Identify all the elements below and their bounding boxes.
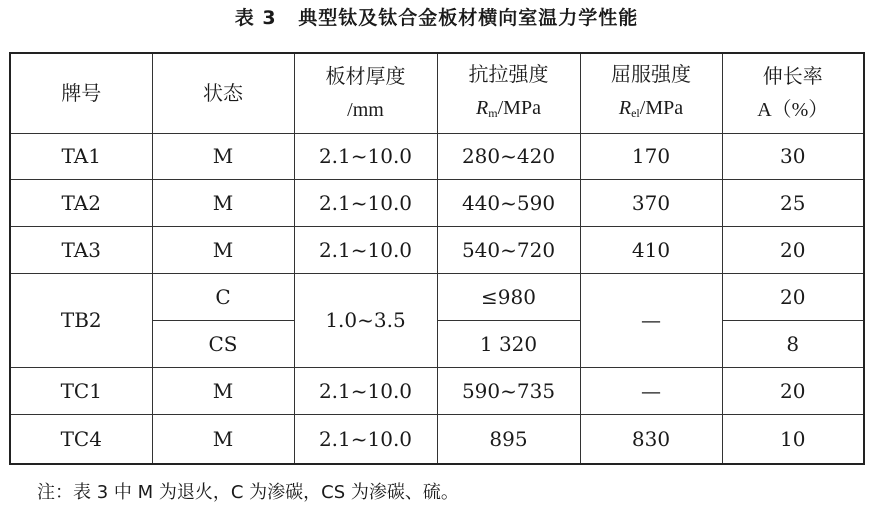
- cell-state: M: [152, 414, 294, 464]
- cell-elongation: 10: [722, 414, 864, 464]
- header-tensile-unit: [438, 91, 580, 130]
- cell-elongation: 8: [722, 320, 864, 367]
- cell-brand: TA1: [10, 133, 152, 179]
- cell-thickness: 2.1~10.0: [294, 226, 437, 273]
- cell-yield: 830: [580, 414, 722, 464]
- cell-tensile: 280~420: [437, 133, 580, 179]
- cell-brand: TC1: [10, 367, 152, 414]
- table-title: [0, 3, 873, 30]
- header-row: [10, 53, 864, 133]
- cell-elongation: 20: [722, 273, 864, 320]
- cell-tensile: 590~735: [437, 367, 580, 414]
- table-row: [10, 179, 864, 226]
- cell-thickness: 1.0~3.5: [294, 273, 437, 367]
- table-title-text: 典型钛及钛合金板材横向室温力学性能: [298, 7, 639, 29]
- yield-subscript: el: [631, 105, 640, 120]
- header-elongation-label: 伸长率: [762, 64, 823, 89]
- yield-symbol: R: [618, 96, 632, 119]
- header-tensile-label: 抗拉强度: [468, 61, 549, 86]
- cell-state: M: [152, 226, 294, 273]
- tensile-unit-text: /MPa: [497, 96, 541, 119]
- header-elongation-unit: A（%）: [757, 99, 829, 122]
- cell-tensile: 1 320: [437, 320, 580, 367]
- cell-brand: TA3: [10, 226, 152, 273]
- table-note: 注：表 3 中 M 为退火，C 为渗碳，CS 为渗碳、硫。: [37, 482, 459, 503]
- cell-state: CS: [152, 320, 294, 367]
- header-thickness: [294, 53, 437, 133]
- table-row: [10, 226, 864, 273]
- cell-yield: 170: [580, 133, 722, 179]
- cell-state: M: [152, 133, 294, 179]
- cell-yield: —: [580, 367, 722, 414]
- table-row: [10, 133, 864, 179]
- cell-state: M: [152, 367, 294, 414]
- cell-elongation: 25: [722, 179, 864, 226]
- cell-tensile: 440~590: [437, 179, 580, 226]
- header-brand: 牌号: [10, 53, 152, 133]
- cell-state: M: [152, 179, 294, 226]
- cell-thickness: 2.1~10.0: [294, 414, 437, 464]
- cell-state: C: [152, 273, 294, 320]
- cell-tensile: 540~720: [437, 226, 580, 273]
- table-title-prefix: 表: [234, 7, 255, 29]
- cell-elongation: 20: [722, 226, 864, 273]
- tensile-symbol: R: [476, 96, 489, 119]
- cell-thickness: 2.1~10.0: [294, 179, 437, 226]
- cell-tensile: ≤980: [437, 273, 580, 320]
- tensile-subscript: m: [488, 105, 498, 120]
- table-row: [10, 367, 864, 414]
- cell-thickness: 2.1~10.0: [294, 367, 437, 414]
- header-elongation: [722, 53, 864, 133]
- cell-yield: —: [580, 273, 722, 367]
- table-row: [10, 414, 864, 464]
- cell-brand: TB2: [10, 273, 152, 367]
- header-yield: [580, 53, 722, 133]
- yield-unit-text: /MPa: [639, 96, 684, 119]
- header-thickness-unit: /mm: [347, 99, 384, 122]
- properties-table: [9, 52, 865, 465]
- table-row: [10, 273, 864, 320]
- header-thickness-label: 板材厚度: [325, 64, 406, 89]
- cell-thickness: 2.1~10.0: [294, 133, 437, 179]
- header-yield-unit: [581, 91, 722, 130]
- table-title-number: 3: [262, 7, 277, 29]
- cell-brand: TC4: [10, 414, 152, 464]
- header-yield-label: 屈服强度: [611, 61, 691, 86]
- cell-yield: 370: [580, 179, 722, 226]
- cell-elongation: 30: [722, 133, 864, 179]
- cell-elongation: 20: [722, 367, 864, 414]
- header-tensile: [437, 53, 580, 133]
- cell-brand: TA2: [10, 179, 152, 226]
- header-state: 状态: [152, 53, 294, 133]
- cell-tensile: 895: [437, 414, 580, 464]
- cell-yield: 410: [580, 226, 722, 273]
